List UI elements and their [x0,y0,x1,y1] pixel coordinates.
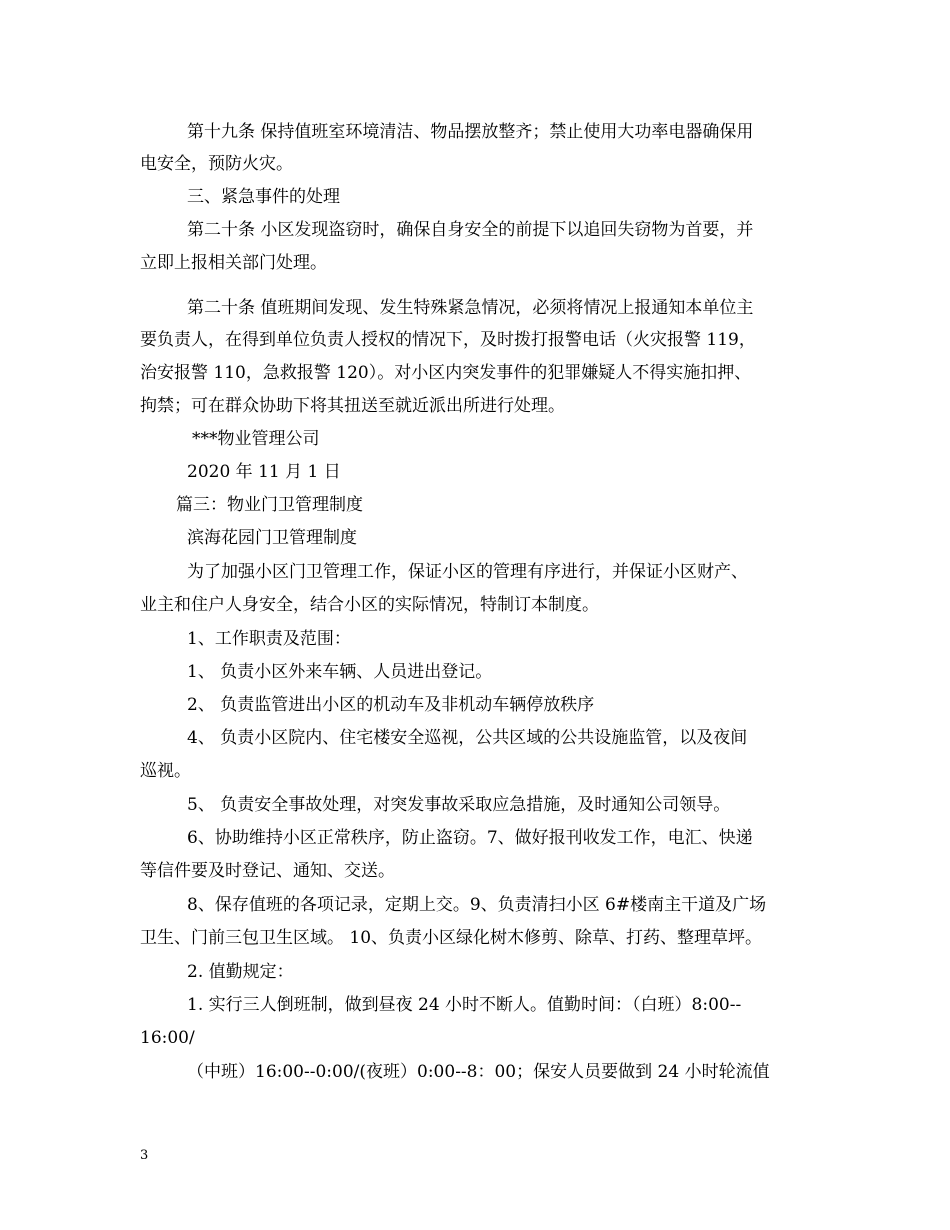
page-number: 3 [140,1148,149,1163]
text-line: 为了加强小区门卫管理工作，保证小区的管理有序进行，并保证小区财产、 [187,562,748,582]
text-line: 卫生、门前三包卫生区域。 10、负责小区绿化树木修剪、除草、打药、整理草坪。 [140,928,763,948]
list-item: 4、 负责小区院内、住宅楼安全巡视，公共区域的公共设施监管，以及夜间 [187,728,748,748]
list-item: 8、保存值班的各项记录，定期上交。9、负责清扫小区 6#楼南主干道及广场 [187,895,767,915]
text-line: （中班）16:00--0:00/(夜班）0:00--8：00；保安人员要做到 24 小时轮流值 [187,1062,770,1082]
text-line: 电安全，预防火灾。 [140,154,293,174]
chapter-heading: 篇三：物业门卫管理制度 [176,495,363,515]
list-item: 6、协助维持小区正常秩序，防止盗窃。7、做好报刊收发工作，电汇、快递 [187,828,753,848]
list-heading: 1、工作职责及范围： [187,629,351,649]
text-line: 立即上报相关部门处理。 [140,253,327,273]
text-line: 第二十条 值班期间发现、发生特殊紧急情况，必须将情况上报通知本单位主 [187,298,754,318]
text-line: 业主和住户人身安全，结合小区的实际情况，特制订本制度。 [140,595,599,615]
text-line: 巡视。 [140,761,191,781]
signature-date: 2020 年 11 月 1 日 [187,462,341,482]
text-line: 等信件要及时登记、通知、交送。 [140,861,395,881]
list-item: 1、 负责小区外来车辆、人员进出登记。 [187,662,493,682]
list-item: 2、 负责监管进出小区的机动车及非机动车辆停放秩序 [187,695,595,715]
list-item: 5、 负责安全事故处理，对突发事故采取应急措施，及时通知公司领导。 [187,795,731,815]
document-title: 滨海花园门卫管理制度 [187,528,357,548]
text-line: 16:00/ [140,1028,195,1048]
list-item: 1. 实行三人倒班制，做到昼夜 24 小时不断人。值勤时间：（白班）8:00-- [187,995,742,1015]
text-line: 治安报警 110，急救报警 120）。对小区内突发事件的犯罪嫌疑人不得实施扣押、 [140,363,752,383]
signature-company: ***物业管理公司 [192,429,320,449]
text-line: 第二十条 小区发现盗窃时，确保自身安全的前提下以追回失窃物为首要，并 [187,220,754,240]
section-heading: 三、紧急事件的处理 [187,187,340,207]
list-heading: 2. 值勤规定： [187,962,294,982]
text-line: 第十九条 保持值班室环境清洁、物品摆放整齐；禁止使用大功率电器确保用 [187,122,754,142]
text-line: 要负责人，在得到单位负责人授权的情况下，及时拨打报警电话（火灾报警 119， [140,330,756,350]
text-line: 拘禁；可在群众协助下将其扭送至就近派出所进行处理。 [140,396,565,416]
